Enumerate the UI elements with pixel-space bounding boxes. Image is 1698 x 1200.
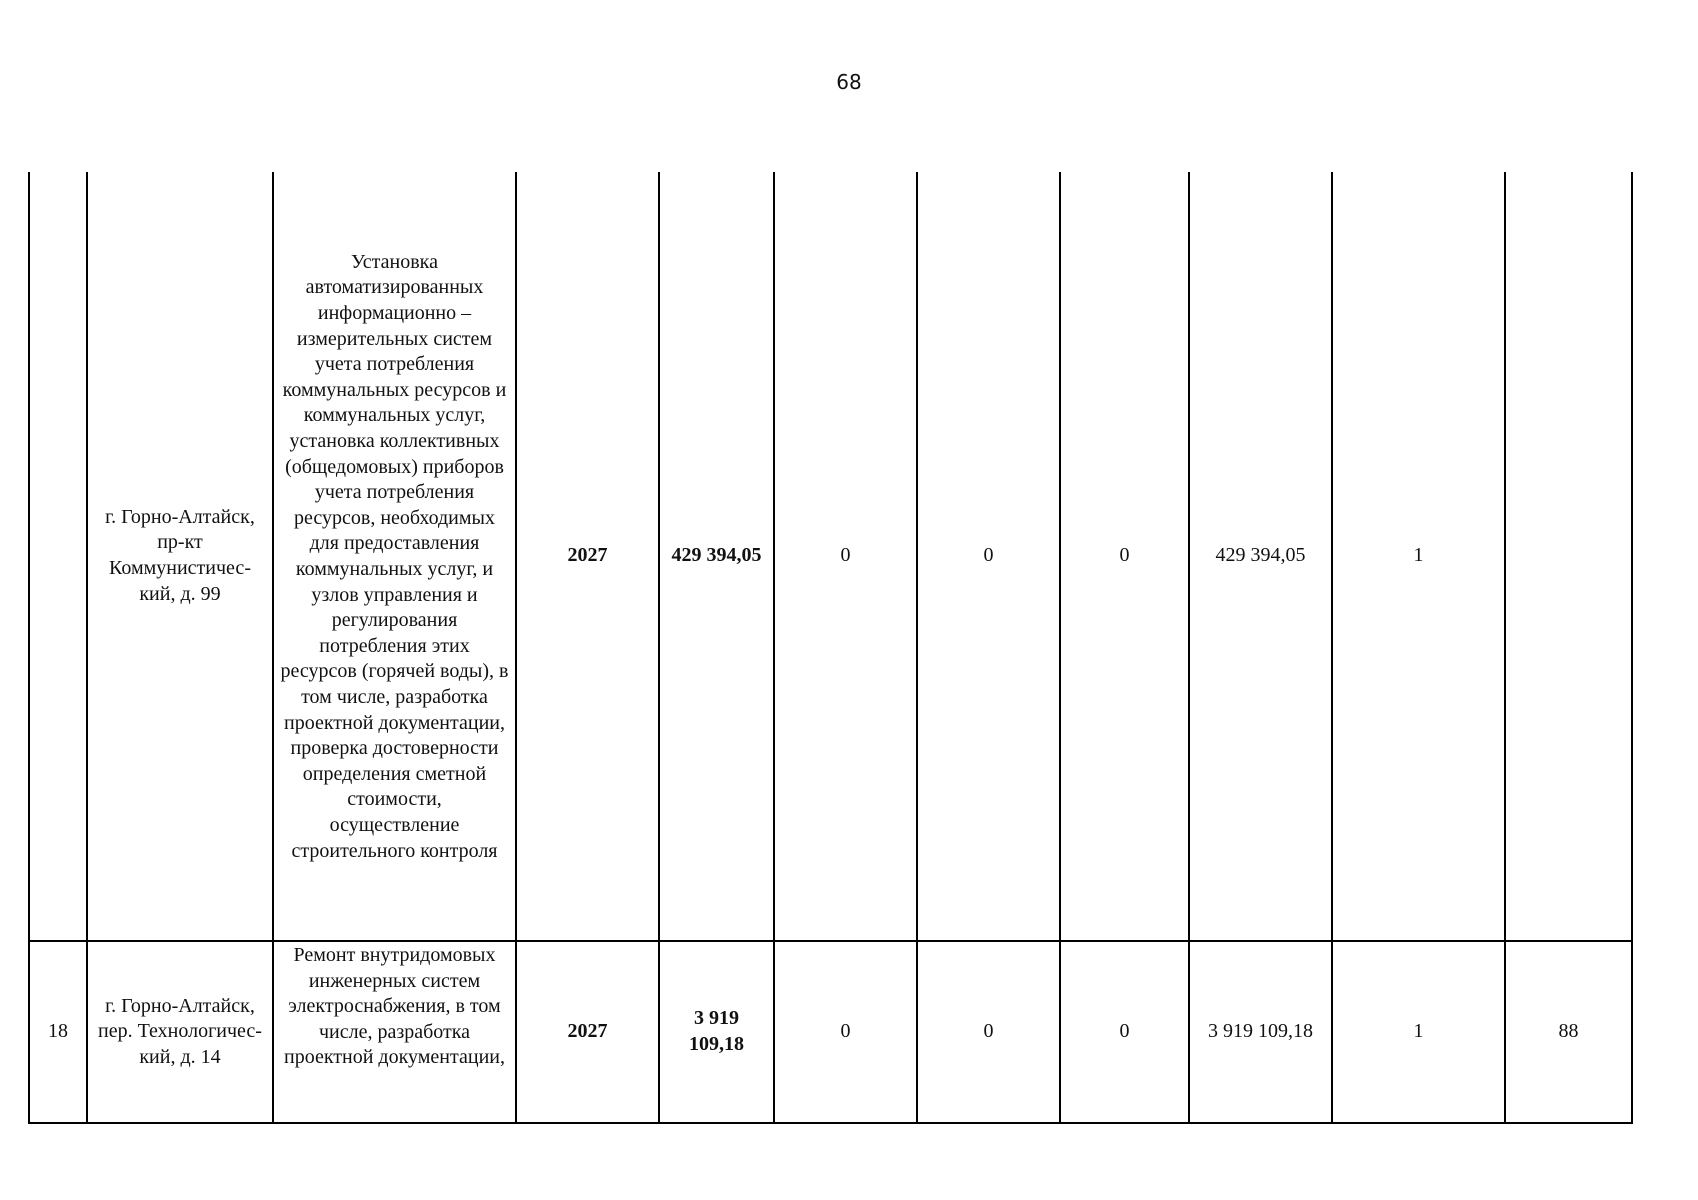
year-cell: 2027 bbox=[516, 941, 659, 1123]
funding-cell-2: 0 bbox=[917, 172, 1060, 941]
address-cell: г. Горно-Алтайск, пр-кт Коммунистичес-кий, д. 99 bbox=[87, 172, 273, 941]
work-type-text: Ремонт внутридомовых инженерных систем электроснабжения, в том числе, разработка проектной документации, bbox=[284, 944, 505, 1069]
total-cost-cell: 429 394,05 bbox=[659, 172, 774, 941]
total-cost-cell: 3 919 109,18 bbox=[659, 941, 774, 1123]
funding-cell-4: 429 394,05 bbox=[1189, 172, 1332, 941]
row-number bbox=[29, 172, 87, 941]
work-type-cell bbox=[273, 172, 516, 941]
table-row bbox=[29, 941, 1632, 1123]
funding-cell-3: 0 bbox=[1060, 941, 1189, 1123]
funding-cell-2: 0 bbox=[917, 941, 1060, 1123]
address-cell: г. Горно-Алтайск, пер. Технологичес-кий, д. 14 bbox=[87, 941, 273, 1123]
work-type-text: Установка автоматизированных информационно – измерительных систем учета потребления коммунальных ресурсов и коммунальных услуг, установка коллективных (общедомовых) приборов учета потребления ресурсов, необходимых для предоставления коммунальных услуг, и узлов управления и регулирования потребления этих ресурсов (горячей воды), в том числе, разработка проектной документации, проверка достоверности определения сметной стоимости, осуществление строительного контроля bbox=[280, 250, 509, 862]
funding-cell-3: 0 bbox=[1060, 172, 1189, 941]
work-type-cell bbox=[273, 941, 516, 1123]
row-number: 18 bbox=[29, 941, 87, 1123]
table-row bbox=[29, 172, 1632, 941]
funding-cell-4: 3 919 109,18 bbox=[1189, 941, 1332, 1123]
count-cell: 1 bbox=[1332, 941, 1505, 1123]
funding-cell-1: 0 bbox=[774, 941, 917, 1123]
year-cell: 2027 bbox=[516, 172, 659, 941]
count-cell: 1 bbox=[1332, 172, 1505, 941]
last-cell bbox=[1505, 172, 1632, 941]
works-table bbox=[28, 172, 1633, 1124]
page-number: 68 bbox=[836, 70, 862, 94]
last-cell: 88 bbox=[1505, 941, 1632, 1123]
funding-cell-1: 0 bbox=[774, 172, 917, 941]
